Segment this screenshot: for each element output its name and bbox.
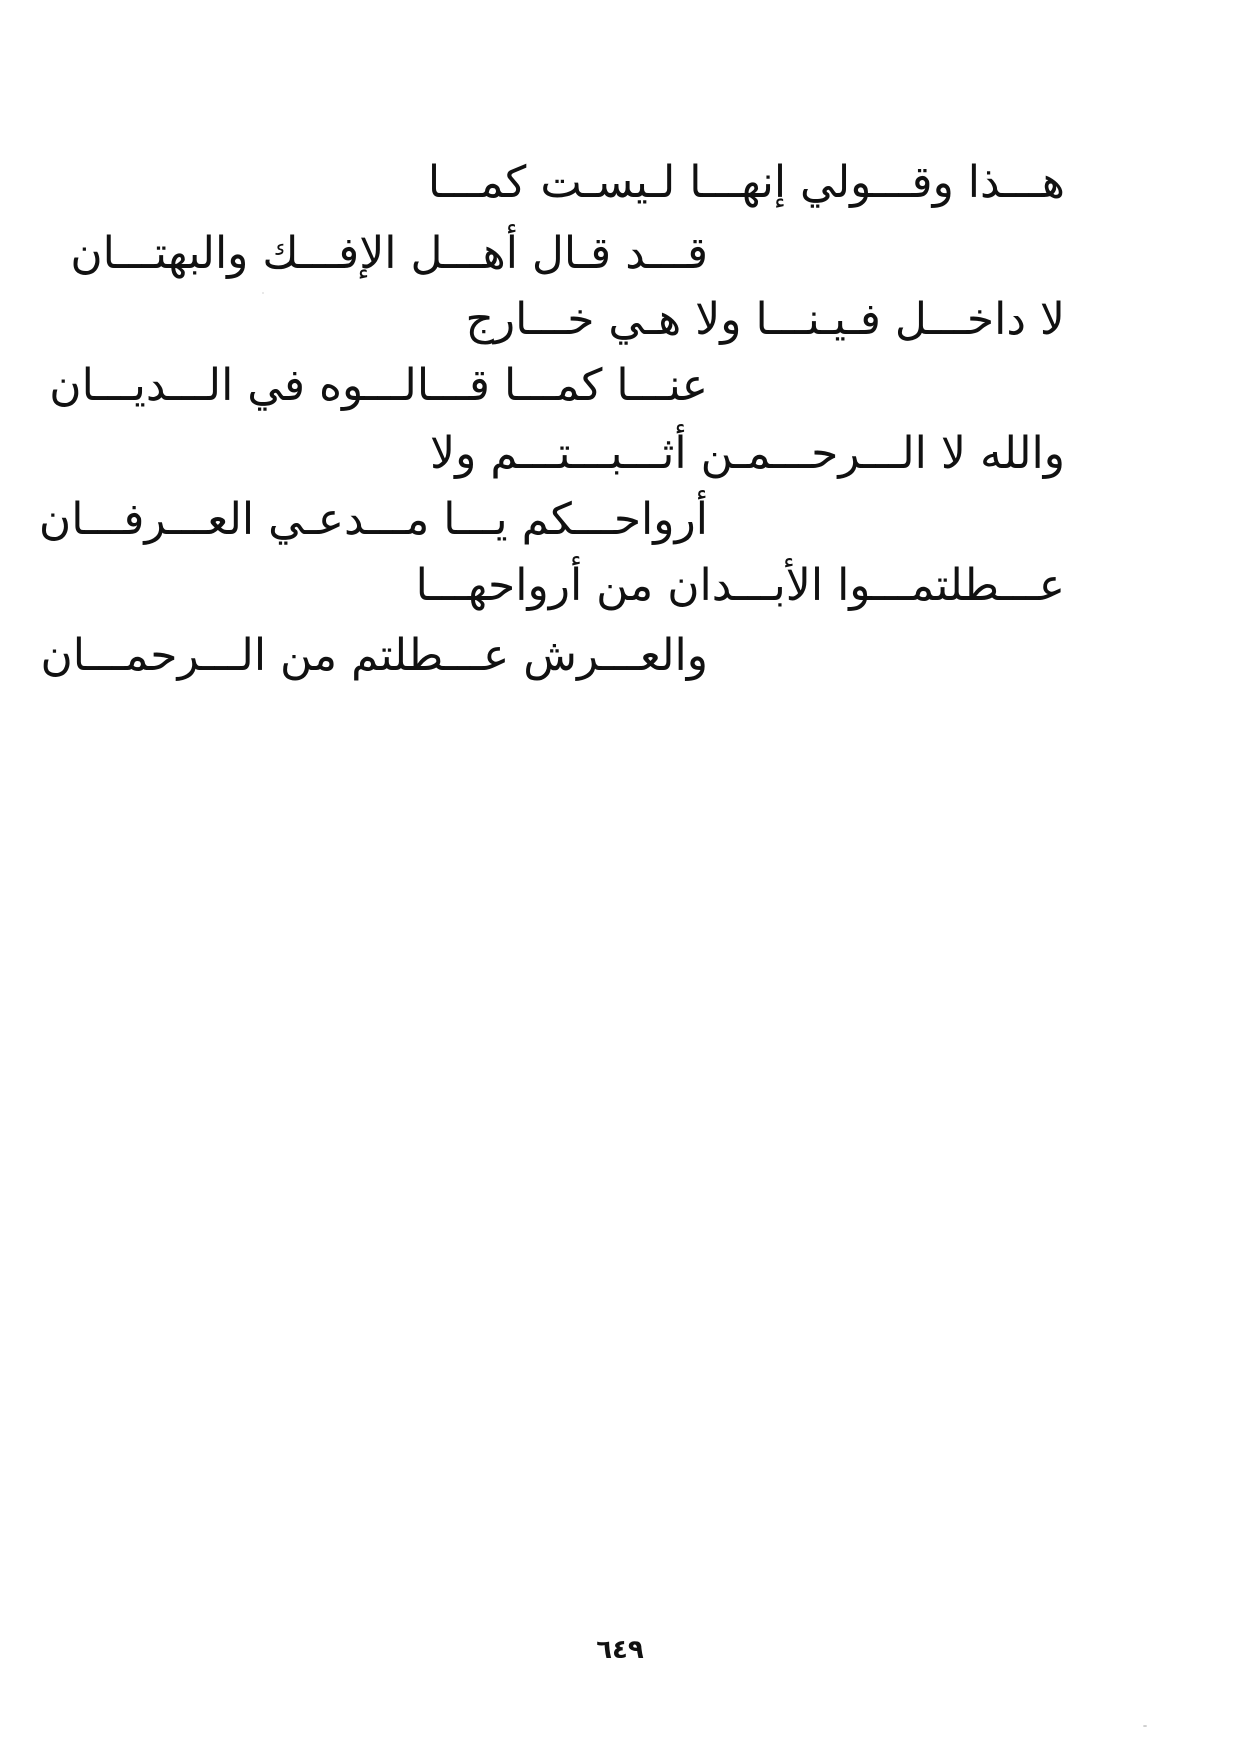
verse-1-first-hemistich: هـــذا وقـــولي إنهـــا لـيسـت كمـــا — [427, 157, 1065, 208]
verse-2-second-hemistich: عنـــا كمـــا قـــالـــوه في الـــديـــان — [49, 360, 708, 411]
scan-speck — [1143, 1725, 1147, 1727]
verse-1-second-hemistich: قـــد قـال أهـــل الإفـــك والبهتـــان — [70, 228, 708, 279]
verse-4-first-hemistich: عـــطلتمـــوا الأبـــدان من أرواحهـــا — [415, 560, 1065, 611]
verse-4-second-hemistich: والعـــرش عـــطلتم من الـــرحمـــان — [40, 630, 708, 681]
verse-3-first-hemistich: والله لا الـــرحـــمـن أثـــبـــتـــم ولا — [429, 428, 1065, 479]
verse-2-first-hemistich: لا داخـــل فـيـنـــا ولا هـي خـــارج — [465, 294, 1065, 345]
scan-speck — [262, 292, 264, 294]
page-number: ٦٤٩ — [596, 1635, 644, 1665]
verse-3-second-hemistich: أرواحـــكم يـــا مـــدعـي العـــرفـــان — [38, 494, 708, 545]
poem-block — [0, 0, 1240, 760]
